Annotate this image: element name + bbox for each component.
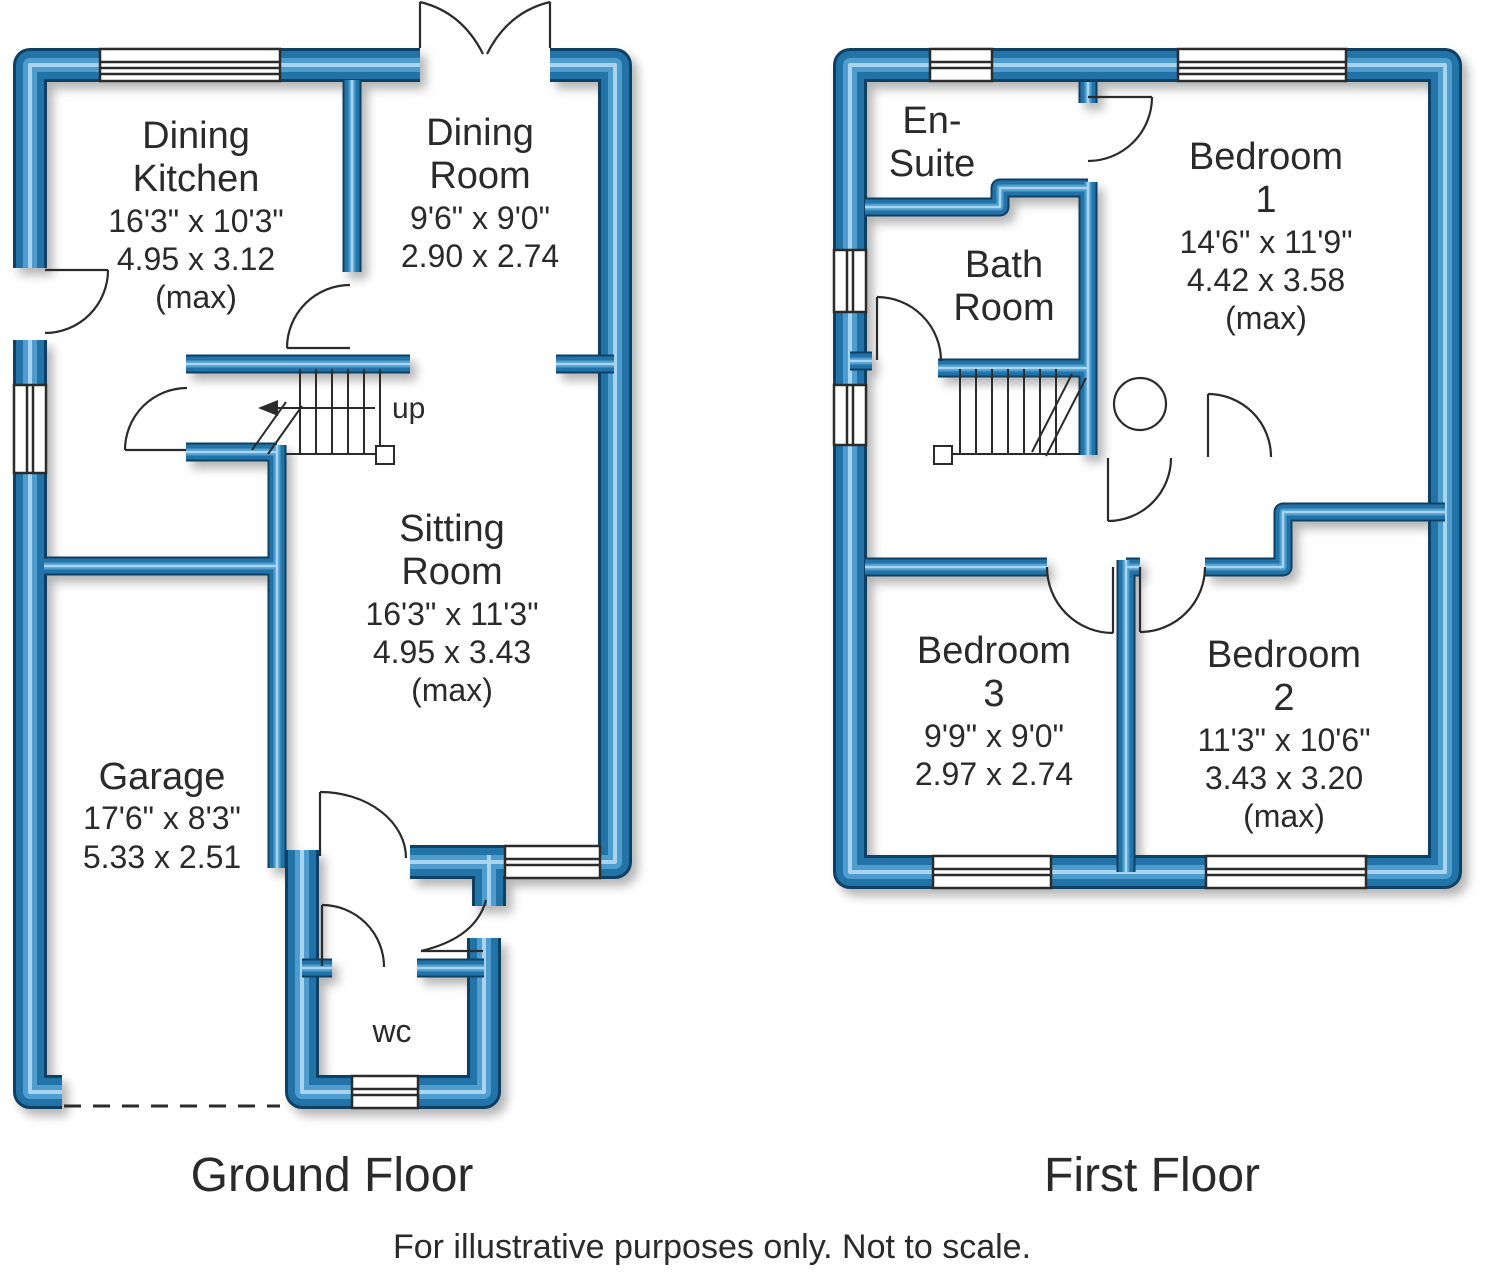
ground-floor-caption: Ground Floor — [190, 1149, 474, 1202]
room-dim-ft: 9'6" x 9'0" — [410, 199, 550, 236]
room-name: wc — [372, 1013, 412, 1049]
room-name: En- — [902, 100, 962, 142]
room-label-dining-room — [401, 112, 559, 275]
room-dim-max: (max) — [1225, 300, 1307, 337]
room-label-wc — [372, 1012, 411, 1050]
room-name: 3 — [983, 673, 1005, 716]
room-label-dining-kitchen — [108, 115, 284, 317]
room-dim-m: 3.43 x 3.20 — [1204, 760, 1364, 797]
room-name: Dining — [142, 115, 250, 157]
room-name: Bedroom — [1188, 136, 1344, 178]
bedroom1-door — [1088, 97, 1152, 161]
window — [14, 385, 46, 473]
first-floor-caption: First Floor — [1044, 1149, 1260, 1202]
room-name: Room — [401, 551, 503, 594]
room-dim-ft: 14'6" x 11'9" — [1179, 223, 1353, 260]
room-label-en-suite — [889, 100, 976, 187]
room-dim-m: 2.97 x 2.74 — [914, 756, 1074, 793]
hall-door — [125, 388, 187, 450]
room-name: Room — [429, 155, 531, 198]
window — [834, 250, 866, 312]
room-dim-ft: 17'6" x 8'3" — [83, 800, 241, 837]
room-dim-max: (max) — [411, 672, 493, 709]
wc-door — [322, 905, 384, 967]
room-dim-ft: 16'3" x 11'3" — [365, 595, 539, 632]
up-arrow-icon — [258, 400, 278, 416]
room-name: 2 — [1273, 677, 1295, 720]
window — [933, 856, 1051, 888]
room-dim-max: (max) — [155, 279, 237, 316]
window — [1178, 49, 1346, 81]
room-dim-ft: 9'9" x 9'0" — [924, 717, 1064, 754]
room-name: Kitchen — [132, 158, 260, 201]
room-name: Dining — [426, 112, 534, 154]
window — [100, 49, 280, 81]
room-name: Garage — [98, 756, 226, 798]
room-name: 1 — [1255, 179, 1277, 222]
double-entrance-door — [420, 2, 550, 54]
room-dim-ft: 16'3" x 10'3" — [108, 202, 284, 239]
room-label-bedroom-1 — [1179, 136, 1352, 338]
room-dim-max: (max) — [1243, 798, 1325, 835]
room-label-garage — [83, 756, 241, 876]
bedroom2-door — [1140, 567, 1205, 632]
landing-door — [1108, 458, 1171, 521]
bedroom3-door — [1047, 567, 1113, 633]
room-dim-ft: 11'3" x 10'6" — [1197, 721, 1371, 758]
room-dim-m: 4.95 x 3.43 — [372, 634, 532, 671]
dining-room-door — [287, 285, 350, 348]
room-name: Bath — [964, 244, 1044, 286]
stairs-up-label: up — [392, 392, 426, 425]
bathroom-door — [877, 297, 941, 361]
room-dim-m: 4.42 x 3.58 — [1186, 262, 1346, 299]
first-stairs — [934, 369, 1086, 464]
window — [930, 49, 992, 81]
front-door — [45, 270, 108, 333]
landing-circle-feature — [1114, 378, 1166, 430]
room-dim-m: 4.95 x 3.12 — [116, 241, 276, 278]
room-label-sitting-room — [365, 508, 538, 710]
window — [505, 846, 600, 878]
bedroom1-inner-door — [1208, 394, 1271, 457]
room-label-bedroom-2 — [1197, 634, 1370, 836]
room-name: Sitting — [399, 508, 505, 550]
window — [834, 385, 866, 445]
sitting-room-door — [320, 792, 406, 858]
room-label-bedroom-3 — [915, 630, 1073, 793]
room-name: Bedroom — [916, 630, 1072, 672]
disclaimer-text: For illustrative purposes only. Not to scale. — [392, 1228, 1032, 1266]
room-name: Bedroom — [1206, 634, 1362, 676]
room-dim-m: 2.90 x 2.74 — [400, 238, 560, 275]
room-name: Suite — [888, 143, 976, 186]
room-name: Room — [953, 287, 1055, 330]
room-label-bath-room — [953, 244, 1054, 331]
room-dim-m: 5.33 x 2.51 — [82, 838, 242, 875]
window — [352, 1076, 418, 1108]
window — [1206, 856, 1366, 888]
